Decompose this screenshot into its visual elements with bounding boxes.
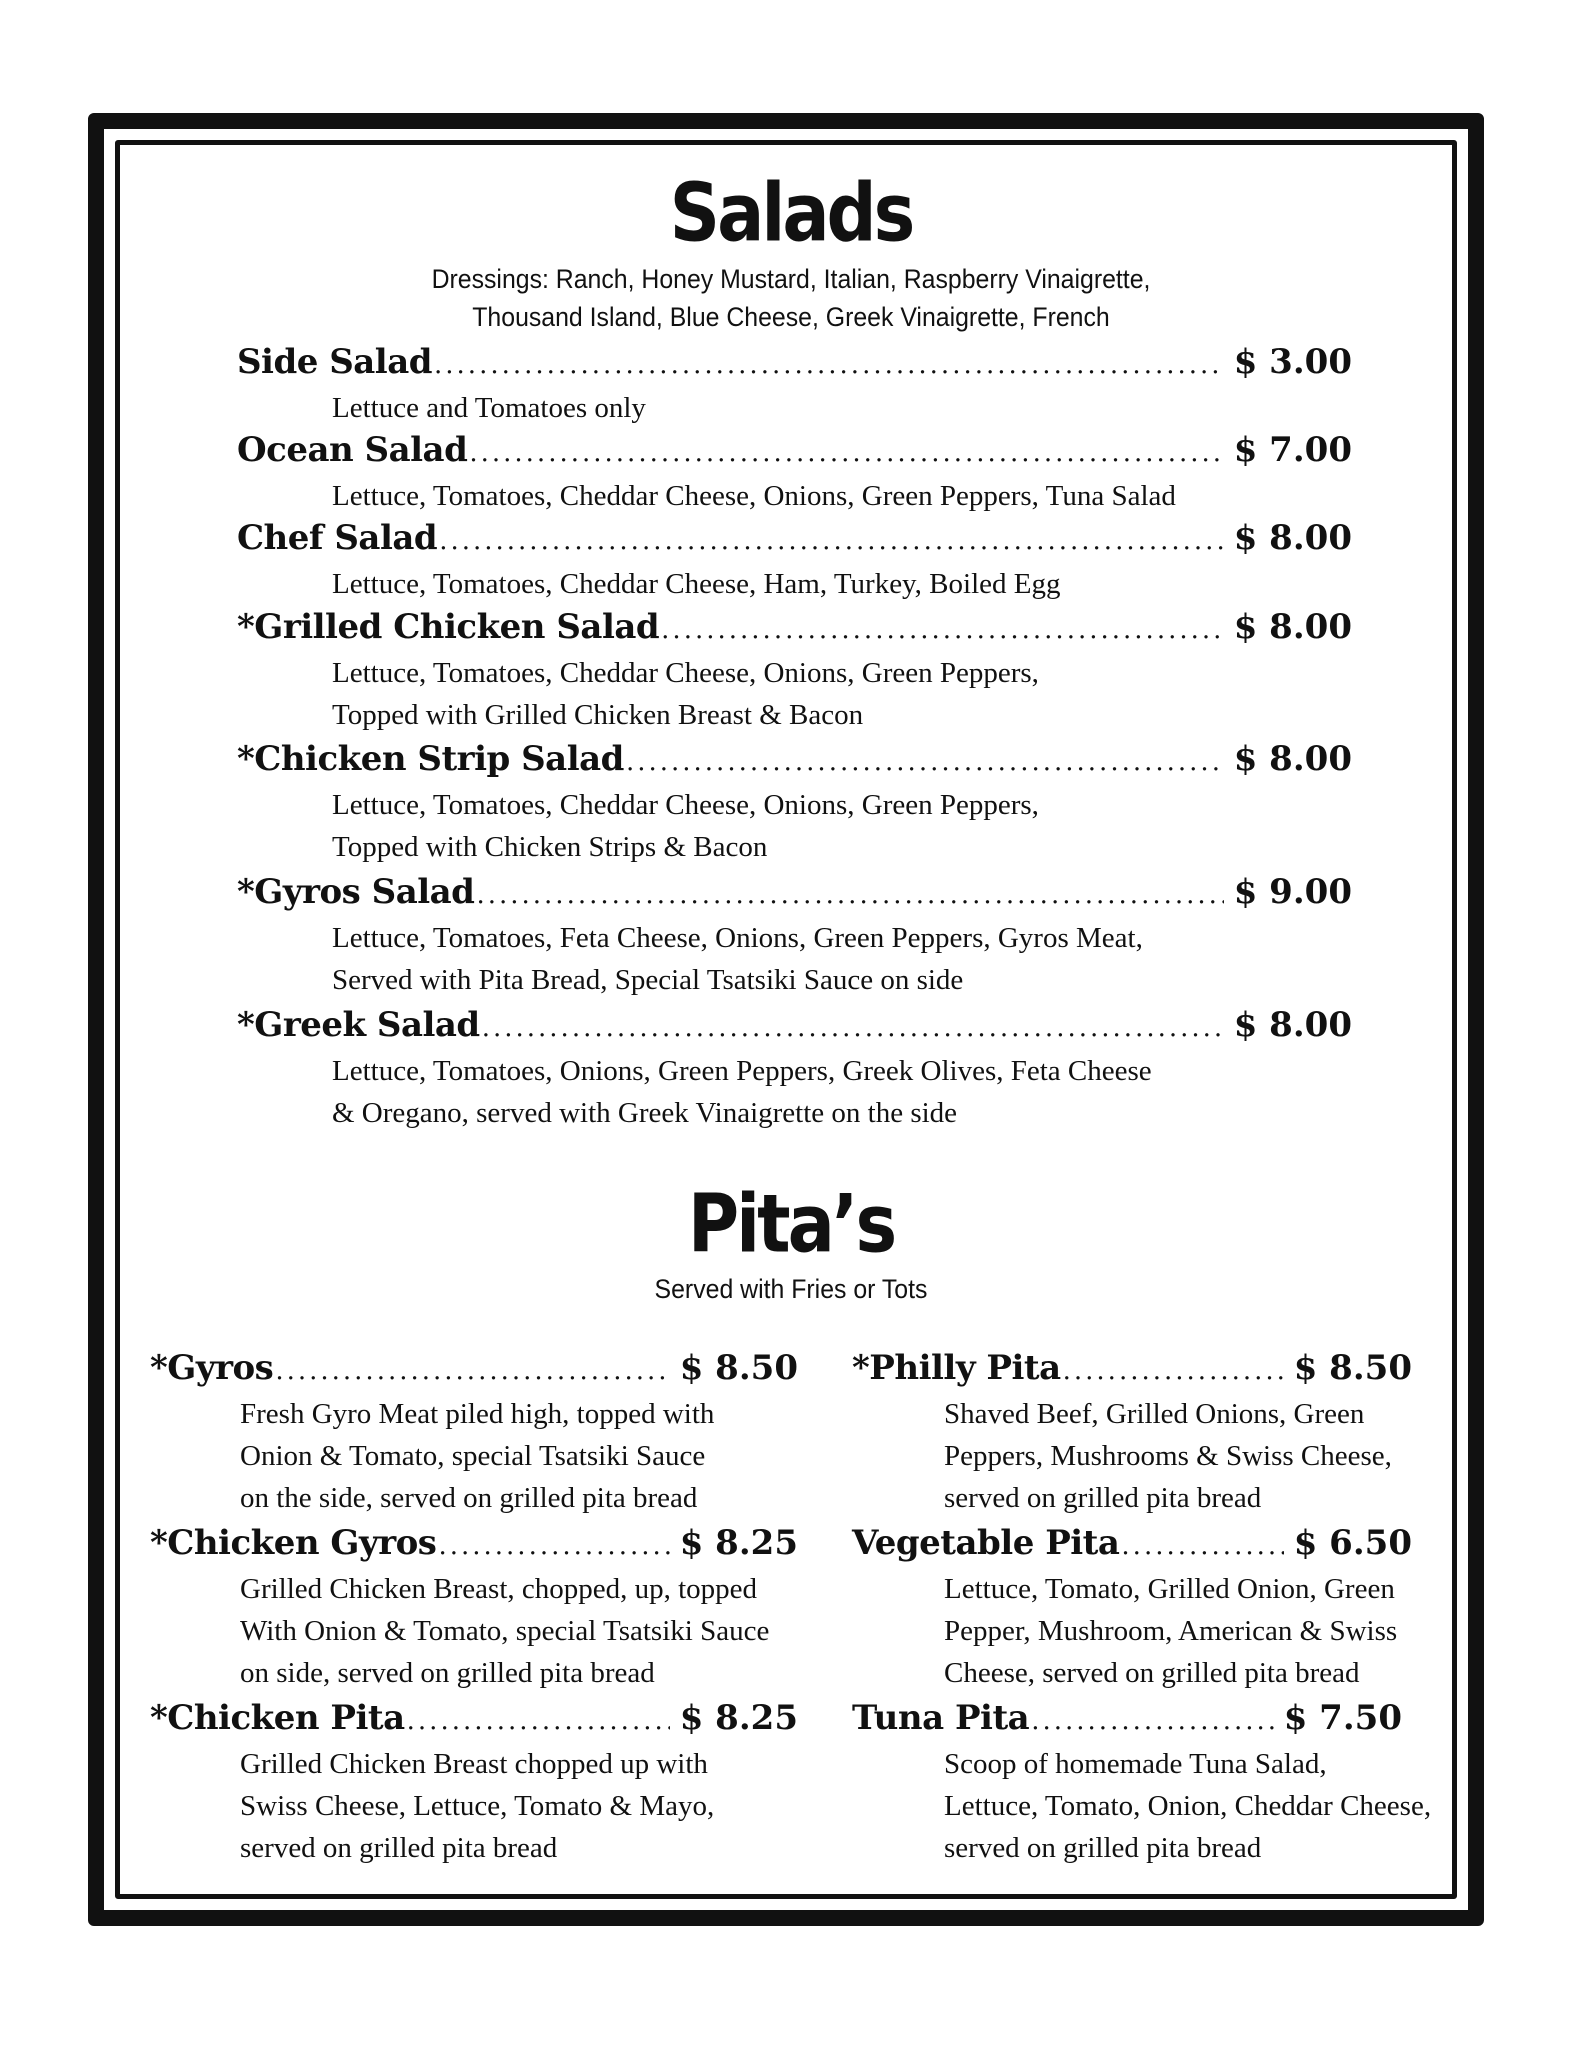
dot-leader — [439, 519, 1224, 563]
item-price: $ 8.50 — [679, 1348, 798, 1388]
menu-item-vegetable-pita — [852, 1521, 1412, 1694]
item-description: served on grilled pita bread — [944, 1832, 1262, 1864]
item-price: $ 8.00 — [1233, 518, 1352, 558]
dressings-line: Thousand Island, Blue Cheese, Greek Vinaigrette, French — [472, 302, 1110, 332]
item-name: *Gyros Salad — [237, 872, 475, 912]
item-price: $ 8.25 — [679, 1523, 798, 1563]
dot-leader — [434, 343, 1224, 387]
item-description: Lettuce, Tomatoes, Cheddar Cheese, Onions, Green Peppers, — [332, 657, 1039, 689]
pitas-heading: Pita’s — [687, 1176, 895, 1272]
item-description: & Oregano, served with Greek Vinaigrette on the side — [332, 1097, 958, 1129]
item-description: Topped with Grilled Chicken Breast & Bacon — [332, 699, 864, 731]
item-name: *Chicken Strip Salad — [237, 739, 624, 779]
item-price: $ 8.50 — [1293, 1348, 1412, 1388]
item-description: Fresh Gyro Meat piled high, topped with — [240, 1398, 715, 1430]
item-description: Lettuce, Tomatoes, Cheddar Cheese, Onions, Green Peppers, Tuna Salad — [332, 480, 1176, 512]
item-description: Grilled Chicken Breast, chopped, up, topped — [240, 1573, 758, 1605]
menu-item-side-salad — [237, 340, 1352, 429]
item-name: *Grilled Chicken Salad — [237, 607, 660, 647]
item-name: Vegetable Pita — [852, 1523, 1120, 1563]
item-price: $ 9.00 — [1233, 872, 1352, 912]
dot-leader — [469, 431, 1223, 475]
item-description: Lettuce and Tomatoes only — [332, 392, 646, 424]
item-description: Peppers, Mushrooms & Swiss Cheese, — [944, 1440, 1392, 1472]
item-name: *Chicken Pita — [150, 1698, 405, 1738]
menu-item-tuna-pita — [852, 1696, 1432, 1869]
item-description: Served with Pita Bread, Special Tsatsiki Sauce on side — [332, 964, 964, 996]
item-description: Lettuce, Tomatoes, Cheddar Cheese, Ham, Turkey, Boiled Egg — [332, 568, 1061, 600]
item-description: Topped with Chicken Strips & Bacon — [332, 831, 768, 863]
dot-leader — [1031, 1699, 1273, 1743]
item-description: Lettuce, Tomato, Onion, Cheddar Cheese, — [944, 1790, 1432, 1822]
dot-leader — [482, 1006, 1224, 1050]
dot-leader — [275, 1349, 669, 1393]
item-price: $ 8.00 — [1233, 739, 1352, 779]
item-description: Swiss Cheese, Lettuce, Tomato & Mayo, — [240, 1790, 715, 1822]
item-description: served on grilled pita bread — [240, 1832, 558, 1864]
menu-item-chef-salad — [237, 516, 1352, 605]
menu-item-chicken-pita — [150, 1696, 798, 1869]
dot-leader — [438, 1524, 669, 1568]
item-description: Lettuce, Tomatoes, Feta Cheese, Onions, Green Peppers, Gyros Meat, — [332, 922, 1143, 954]
item-description: Lettuce, Tomatoes, Onions, Green Peppers, Greek Olives, Feta Cheese — [332, 1055, 1152, 1087]
menu-item-grilled-chicken-salad — [237, 605, 1352, 736]
menu-item-chicken-gyros — [150, 1521, 798, 1694]
pitas-subtitle: Served with Fries or Tots — [654, 1274, 928, 1304]
item-price: $ 7.50 — [1283, 1698, 1402, 1738]
menu-item-greek-salad — [237, 1003, 1352, 1134]
menu-item-philly-pita — [852, 1346, 1412, 1519]
item-description: Pepper, Mushroom, American & Swiss — [944, 1615, 1398, 1647]
item-description: Shaved Beef, Grilled Onions, Green — [944, 1398, 1365, 1430]
item-description: Grilled Chicken Breast chopped up with — [240, 1748, 708, 1780]
dot-leader — [626, 740, 1224, 784]
dressings-list — [63, 260, 1518, 336]
item-name: *Philly Pita — [852, 1348, 1061, 1388]
menu-item-gyros — [150, 1346, 798, 1519]
item-name: *Greek Salad — [237, 1005, 480, 1045]
menu-item-gyros-salad — [237, 870, 1352, 1001]
item-price: $ 7.00 — [1233, 430, 1352, 470]
item-name: Chef Salad — [237, 518, 438, 558]
item-description: With Onion & Tomato, special Tsatsiki Sauce — [240, 1615, 770, 1647]
item-name: Ocean Salad — [237, 430, 468, 470]
item-name: Side Salad — [237, 342, 433, 382]
item-description: Lettuce, Tomatoes, Cheddar Cheese, Onions, Green Peppers, — [332, 789, 1039, 821]
item-price: $ 3.00 — [1233, 342, 1352, 382]
item-price: $ 6.50 — [1293, 1523, 1412, 1563]
item-price: $ 8.25 — [679, 1698, 798, 1738]
dot-leader — [407, 1699, 670, 1743]
menu-item-chicken-strip-salad — [237, 737, 1352, 868]
dot-leader — [661, 608, 1224, 652]
item-price: $ 8.00 — [1233, 1005, 1352, 1045]
item-description: on the side, served on grilled pita bread — [240, 1482, 698, 1514]
dressings-line: Dressings: Ranch, Honey Mustard, Italian, Raspberry Vinaigrette, — [431, 264, 1151, 294]
item-name: Tuna Pita — [852, 1698, 1030, 1738]
salads-heading: Salads — [669, 165, 913, 261]
item-price: $ 8.00 — [1233, 607, 1352, 647]
item-description: Cheese, served on grilled pita bread — [944, 1657, 1360, 1689]
item-description: Lettuce, Tomato, Grilled Onion, Green — [944, 1573, 1395, 1605]
item-name: *Gyros — [150, 1348, 274, 1388]
dot-leader — [476, 873, 1223, 917]
item-description: served on grilled pita bread — [944, 1482, 1262, 1514]
item-description: on side, served on grilled pita bread — [240, 1657, 655, 1689]
item-description: Scoop of homemade Tuna Salad, — [944, 1748, 1327, 1780]
menu-item-ocean-salad — [237, 428, 1352, 517]
item-name: *Chicken Gyros — [150, 1523, 437, 1563]
dot-leader — [1063, 1349, 1284, 1393]
item-description: Onion & Tomato, special Tsatsiki Sauce — [240, 1440, 706, 1472]
dot-leader — [1121, 1524, 1283, 1568]
